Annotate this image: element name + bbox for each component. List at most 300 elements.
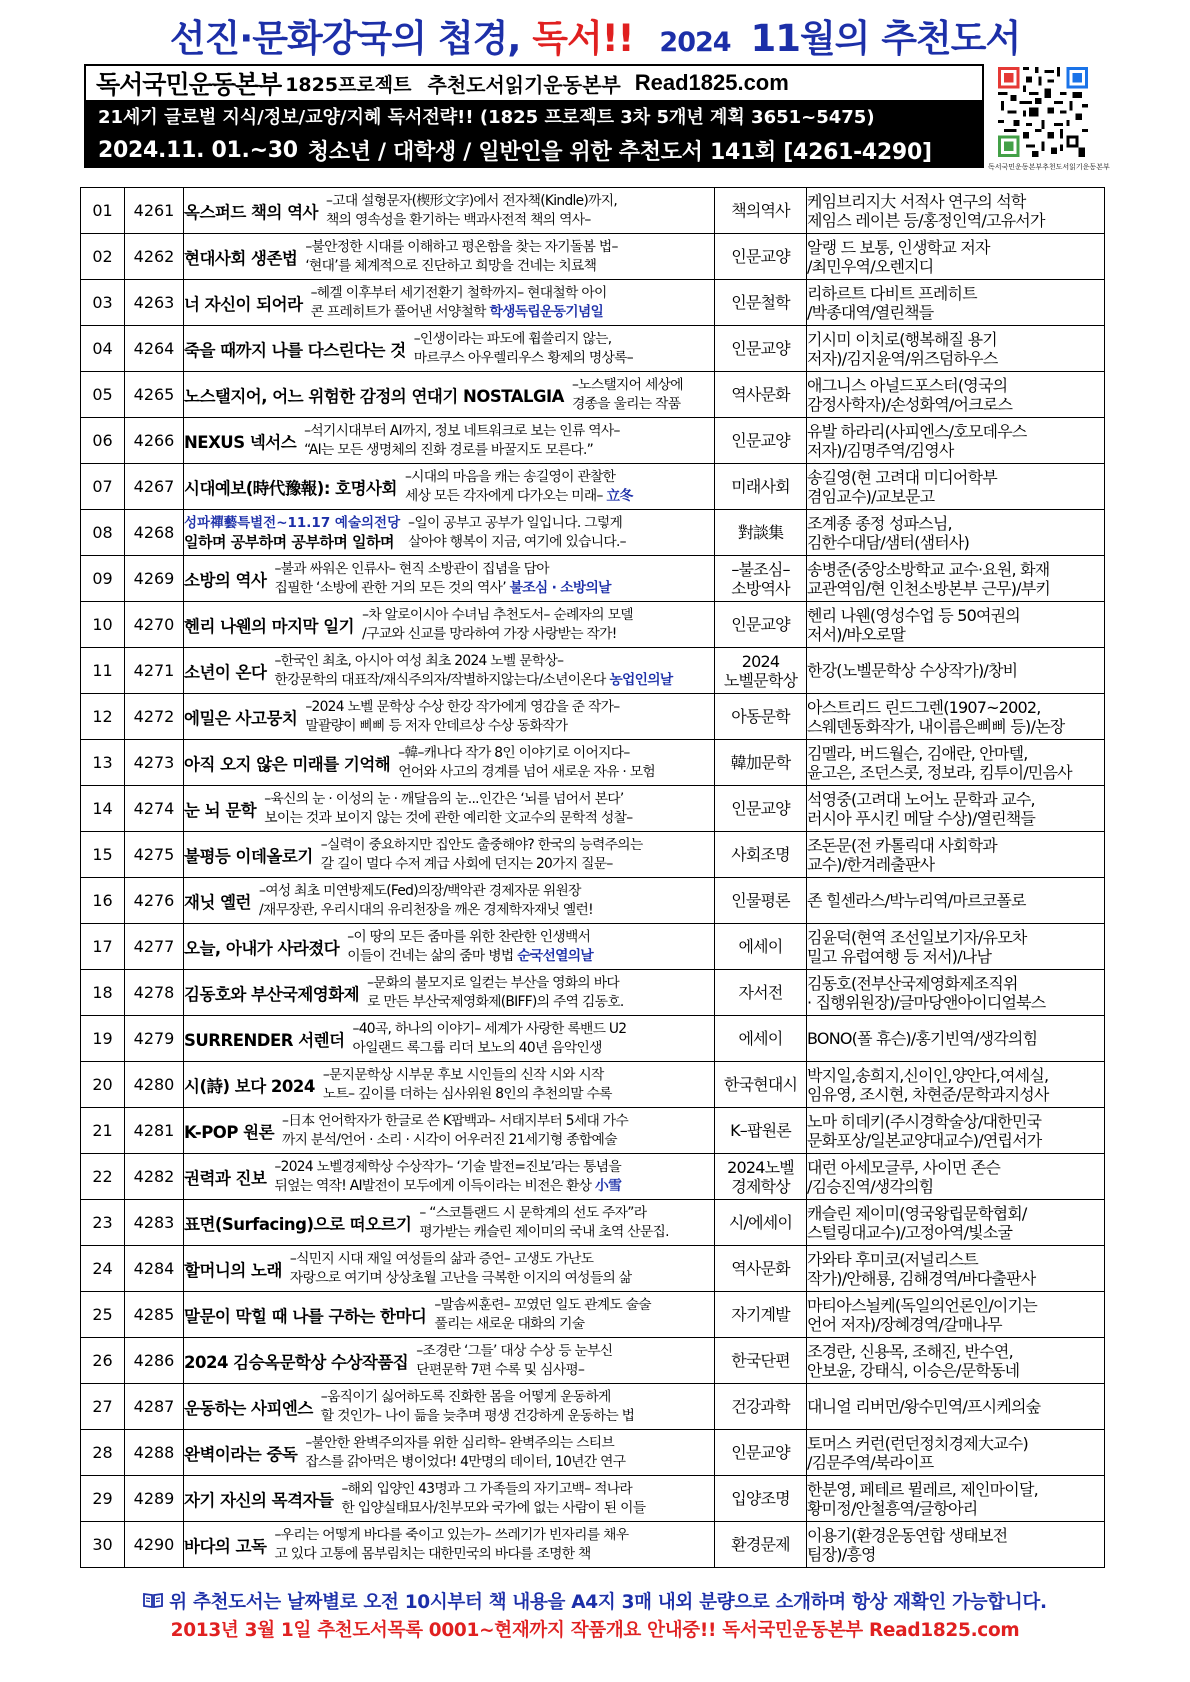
event-tag: 불조심 · 소방의날 [509,579,611,596]
book-author: 송병준(중앙소방학교 교수·요원, 화재 [807,559,1050,579]
book-title[interactable]: 재닛 옐런 [184,892,252,912]
row-seq: 24 [81,1246,125,1292]
book-row[interactable] [81,786,1105,832]
book-category-cell [715,1200,807,1246]
book-row[interactable] [81,1476,1105,1522]
book-category: 환경문제 [731,1535,790,1554]
book-main-cell [184,280,715,326]
row-seq: 16 [81,878,125,924]
book-row[interactable] [81,1062,1105,1108]
book-category: 미래사회 [731,477,790,496]
strategy-text: 21세기 글로벌 지식/정보/교양/지혜 독서전략!! (1825 프로젝트 3차 5개년 계획 3651~5475) [98,107,875,128]
book-desc-line1: –말솜씨훈련– 꼬였던 일도 관계도 술술 [434,1296,651,1313]
book-author-cell [807,970,1105,1016]
book-author-cell [807,1062,1105,1108]
header-strategy-row [84,100,984,132]
book-author-cell [807,1154,1105,1200]
book-author: 조계종 종정 성파스님, [807,513,952,533]
book-main-cell [184,740,715,786]
book-author: 조돈문(전 카톨릭대 사회학과 [807,835,997,855]
book-main-cell [184,418,715,464]
book-main-cell [184,1062,715,1108]
book-author-line2: 문화포상/일본교양대교수)/연립서가 [807,1130,1042,1150]
book-main-cell [184,1016,715,1062]
row-seq: 10 [81,602,125,648]
book-category: 자기계발 [731,1305,790,1324]
book-author-line2: 팀장)/흥영 [807,1544,876,1564]
book-title[interactable]: K-POP 원론 [184,1122,275,1142]
book-description [259,882,714,920]
book-desc-line1: –해외 입양인 43명과 그 가족들의 자기고백– 적나라 [341,1480,633,1497]
book-author-cell [807,832,1105,878]
org-name: 독서국민운동본부 [96,70,282,99]
book-row[interactable] [81,602,1105,648]
book-author-cell [807,372,1105,418]
book-row[interactable] [81,510,1105,556]
book-row[interactable] [81,234,1105,280]
row-seq: 07 [81,464,125,510]
book-author-line2: 겸임교수)/교보문고 [807,486,935,506]
book-description [274,1158,714,1196]
book-category: 책의역사 [731,201,790,220]
book-row[interactable] [81,832,1105,878]
book-row[interactable] [81,556,1105,602]
book-number: 4275 [125,832,184,878]
book-description [323,1066,714,1104]
book-title[interactable]: 소년이 온다 [184,662,267,682]
book-author-line2: 저서)/바오로딸 [807,624,905,644]
book-author-line2: 안보윤, 강태식, 이승은/문학동네 [807,1360,1020,1380]
book-title[interactable]: 소방의 역사 [184,570,267,590]
book-author-line2: 황미정/안철흥역/글항아리 [807,1498,978,1518]
book-author-cell [807,878,1105,924]
book-number: 4262 [125,234,184,280]
book-description [274,652,714,690]
book-main-cell [184,372,715,418]
book-title[interactable]: 자기 자신의 목격자들 [184,1490,334,1510]
book-category: 입양조명 [731,1489,790,1508]
book-title[interactable]: 일하며 공부하며 공부하며 일하며 [184,532,395,551]
book-row[interactable] [81,372,1105,418]
row-seq: 18 [81,970,125,1016]
book-number: 4284 [125,1246,184,1292]
book-category-cell [715,234,807,280]
book-desc-line1: –일이 공부고 공부가 일입니다. 그렇게 [408,514,623,531]
book-main-cell [184,1384,715,1430]
book-author-line2: 언어 저자)/장혜경역/갈매나무 [807,1314,1002,1334]
book-title[interactable]: 시대예보(時代豫報): 호명사회 [184,478,397,498]
book-number: 4263 [125,280,184,326]
book-row[interactable] [81,1384,1105,1430]
book-desc-line1: –불과 싸워온 인류사– 현직 소방관이 집념을 담아 [274,560,549,577]
book-main-cell [184,326,715,372]
event-tag: 순국선열의날 [517,947,593,964]
title-part3: 11월의 추천도서 [750,17,1021,60]
book-description [341,1480,714,1518]
book-category-cell [715,510,807,556]
book-category: 인문교양 [731,799,790,818]
book-author-cell [807,510,1105,556]
book-desc-line1: –2024 노벨경제학상 수상작가– ‘기술 발전=진보’라는 통념을 [274,1158,622,1175]
book-author: 김멜라, 버드월슨, 김애란, 안마텔, [807,743,1028,763]
book-desc-line1: –고대 설형문자(楔形文字)에서 전자책(Kindle)까지, [326,192,618,209]
book-author-line2: 스털링대교수)/고정아역/빛소굴 [807,1222,1013,1242]
row-seq: 21 [81,1108,125,1154]
book-category-cell [715,280,807,326]
book-main-cell [184,188,715,234]
book-description [282,1112,714,1150]
row-seq: 23 [81,1200,125,1246]
book-desc-line2: 노트– 깊이를 더하는 심사위원 8인의 추천의말 수록 [322,1085,612,1102]
book-title[interactable]: 노스탤지어, 어느 위험한 감정의 연대기 NOSTALGIA [184,386,564,406]
book-main-cell [184,694,715,740]
book-description [347,928,714,966]
book-author-line2: 감정사학자)/손성화역/어크로스 [807,394,1013,414]
book-desc-line2: “AI는 모든 생명체의 진화 경로를 바꿀지도 모른다.” [304,441,594,458]
book-author-cell [807,1016,1105,1062]
book-desc-line1: – “스코틀랜드 시 문학계의 선도 주자”라 [419,1204,647,1221]
book-main-cell [184,786,715,832]
book-author-cell [807,1384,1105,1430]
book-desc-line1: –韓–캐나다 작가 8인 이야기로 이어지다– [398,744,630,761]
book-title[interactable]: 죽을 때까지 나를 다스린다는 것 [184,340,406,360]
book-desc-line2: /구교와 신교를 망라하여 가장 사랑받는 작가! [362,625,617,642]
book-author: 석영중(고려대 노어노 문학과 교수, [807,789,1035,809]
book-row[interactable] [81,1338,1105,1384]
book-description [290,1250,714,1288]
book-title[interactable]: SURRENDER 서렌더 [184,1030,345,1050]
event-tag: 농업인의날 [609,671,673,688]
book-main-cell [184,1338,715,1384]
book-desc-line1: –인생이라는 파도에 휩쓸리지 않는, [413,330,612,347]
book-author-cell [807,1200,1105,1246]
book-category: –불조심– [731,559,790,579]
book-desc-line2: 로 만든 부산국제영화제(BIFF)의 주역 김동호. [367,993,624,1010]
book-author-line2: /최민우역/오렌지디 [807,256,934,276]
book-category-cell [715,1430,807,1476]
book-desc-line2: 한 입양실태묘사/친부모와 국가에 없는 사람이 된 이들 [341,1499,646,1516]
book-category-cell [715,372,807,418]
book-title[interactable]: 시(詩) 보다 2024 [184,1076,315,1096]
book-row[interactable] [81,740,1105,786]
book-desc-line1: –이 땅의 모든 줌마를 위한 찬란한 인생백서 [347,928,591,945]
book-desc-line2: 할 것인가– 나이 듦을 늦추며 평생 건강하게 운동하는 법 [320,1407,635,1424]
book-row[interactable] [81,924,1105,970]
book-desc-line1: –日本 언어학자가 한글로 쓴 K팝백과– 서태지부터 5세대 가수 [282,1112,629,1129]
book-title[interactable]: 말문이 막힐 때 나를 구하는 한마디 [184,1306,427,1326]
row-seq: 13 [81,740,125,786]
book-desc-line2: 갈 길이 멀다 수저 계급 사회에 던지는 20가지 질문– [320,855,613,872]
book-row[interactable] [81,188,1105,234]
book-description [362,606,714,644]
book-category: K–팝원론 [730,1121,791,1140]
book-number: 4276 [125,878,184,924]
book-category: 韓加문학 [730,753,791,772]
book-main-cell [184,1522,715,1568]
book-main-cell [184,464,715,510]
book-description [321,1388,714,1426]
book-author: 박지일,송희지,신이인,양안다,여세실, [807,1065,1049,1085]
book-author-line2: 밀고 유럽여행 등 저서)/나남 [807,946,992,966]
book-title[interactable]: 너 자신이 되어라 [184,294,303,314]
book-description [311,284,714,322]
book-description [305,238,714,276]
book-category: 한국단편 [731,1351,790,1370]
book-author: 헨리 나웬(영성수업 등 50여권의 [807,605,1020,625]
book-author-line2: 제임스 레이븐 등/홍정인역/고유서가 [807,210,1045,230]
row-seq: 11 [81,648,125,694]
footer-notice [0,1588,1190,1614]
book-desc-line1: –40곡, 하나의 이야기– 세계가 사랑한 록밴드 U2 [352,1020,627,1037]
book-category-cell [715,1522,807,1568]
book-author: 송길영(현 고려대 미디어학부 [807,467,997,487]
book-desc-line1: –헤겔 이후부터 세기전환기 철학까지– 현대철학 아이 [310,284,607,301]
book-title[interactable]: 현대사회 생존법 [184,248,298,268]
book-title[interactable]: 김동호와 부산국제영화제 [184,984,360,1004]
book-number: 4282 [125,1154,184,1200]
book-description [321,836,714,874]
book-main-cell [184,1292,715,1338]
book-category-cell [715,1246,807,1292]
book-author-line2: · 집행위원장)/글마당앤아이디얼북스 [807,992,1046,1012]
book-row[interactable] [81,1522,1105,1568]
qr-code[interactable] [998,67,1088,157]
book-row[interactable] [81,1154,1105,1200]
book-title[interactable]: 표면(Surfacing)으로 떠오르기 [184,1214,412,1234]
book-number: 4279 [125,1016,184,1062]
book-row[interactable] [81,648,1105,694]
book-description [264,790,714,828]
book-author-line2: 김한수대담/샘터(샘터사) [807,532,970,552]
book-row[interactable] [81,464,1105,510]
row-seq: 19 [81,1016,125,1062]
book-title[interactable]: 완벽이라는 중독 [184,1444,298,1464]
book-desc-line1: –육신의 눈 · 이성의 눈 · 깨달음의 눈...인간은 ‘뇌를 넘어서 본다’ [264,790,624,807]
book-title[interactable]: 할머니의 노래 [184,1260,282,1280]
book-author-cell [807,602,1105,648]
book-author: 가와타 후미코(저널리스트 [807,1249,978,1269]
book-desc-line2: 까지 분석/언어 · 소리 · 시각이 어우러진 21세기형 종합예술 [282,1131,617,1148]
book-author: 토머스 커런(런던정치경제大교수) [807,1433,1028,1453]
book-category: 2024 [741,651,780,671]
book-author-cell [807,418,1105,464]
book-title[interactable]: 불평등 이데올로기 [184,846,313,866]
site-url[interactable]: Read1825.com [634,70,789,95]
book-title[interactable]: 눈 뇌 문학 [184,800,257,820]
book-desc-line2: 아일랜드 록그룹 리더 보노의 40년 음악인생 [352,1039,602,1056]
book-number: 4269 [125,556,184,602]
book-title[interactable]: 오늘, 아내가 사라졌다 [184,938,340,958]
book-row[interactable] [81,1016,1105,1062]
book-desc-line1: –여성 최초 미연방제도(Fed)의장/백악관 경제자문 위원장 [259,882,581,899]
book-title[interactable]: 운동하는 사피엔스 [184,1398,313,1418]
book-row[interactable] [81,326,1105,372]
book-author: 리하르트 다비트 프레히트 [807,283,977,303]
book-row[interactable] [81,1108,1105,1154]
book-title[interactable]: 2024 김승옥문학상 수상작품집 [184,1352,409,1372]
book-title[interactable]: 에밀은 사고뭉치 [184,708,298,728]
book-title[interactable]: NEXUS 넥서스 [184,432,297,452]
book-category-line2: 노벨문학상 [723,670,798,690]
book-row[interactable] [81,1292,1105,1338]
book-desc-line2: 자랑으로 여기며 상상초월 고난을 극복한 이지의 여성들의 삶 [289,1269,632,1286]
book-desc-line2: 살아야 행복이 지금, 여기에 있습니다.– [408,533,626,550]
book-desc-line1: –우리는 어떻게 바다를 죽이고 있는가– 쓰레기가 빈자리를 채우 [274,1526,629,1543]
book-author-cell [807,1108,1105,1154]
book-number: 4288 [125,1430,184,1476]
book-number: 4278 [125,970,184,1016]
book-author-line2: 교관역임/현 인천소방본부 근무)/부키 [807,578,1051,598]
book-author-cell [807,1338,1105,1384]
book-category-cell [715,1476,807,1522]
book-desc-line1: –한국인 최초, 아시아 여성 최초 2024 노벨 문학상– [274,652,564,669]
footer-line2: 2013년 3월 1일 추천도서목록 0001~현재까지 작품개요 안내중!! 독서국민운동본부 Read1825.com [170,1620,1020,1641]
book-author: 조경란, 신용목, 조해진, 반수연, [807,1341,1013,1361]
event-tag: 성파禪藝특별전~11.17 예술의전당 [184,514,401,531]
book-category-cell [715,694,807,740]
book-main-cell [184,648,715,694]
book-category: 인문교양 [731,339,790,358]
book-number: 4267 [125,464,184,510]
qr-caption: 독서국민운동본부추천도서읽기운동본부 [988,163,1110,171]
book-author: 아스트리드 린드그렌(1907~2002, [807,697,1041,717]
book-number: 4265 [125,372,184,418]
row-seq: 15 [81,832,125,878]
book-desc-line2: 콘 프레히트가 풀어낸 서양철학 [310,303,486,320]
book-desc-line2: 세상 모든 각자에게 다가오는 미래– [404,487,603,504]
book-main-cell [184,1108,715,1154]
book-description [414,330,714,368]
book-desc-line2: 말괄량이 삐삐 등 저자 안데르상 수상 동화작가 [305,717,568,734]
book-author-cell [807,740,1105,786]
book-author-line2: 저자)/김명주역/김영사 [807,440,954,460]
book-description [419,1204,714,1242]
book-row[interactable] [81,878,1105,924]
book-author-cell [807,1430,1105,1476]
book-row[interactable] [81,418,1105,464]
book-desc-line2: 잡스를 갉아먹은 병이었다! 4만명의 데이터, 10년간 연구 [305,1453,626,1470]
book-desc-line2: 이들이 건네는 삶의 줌마 병법 [347,947,514,964]
book-category-cell [715,970,807,1016]
book-author-line2: 윤고은, 조던스콧, 정보라, 킴투이/민음사 [807,762,1072,782]
book-category: 2024노벨 [727,1157,794,1177]
book-desc-line2: /재무장관, 우리시대의 유리천장을 깨온 경제학자재닛 옐런! [259,901,593,918]
book-category: 인문교양 [731,247,790,266]
book-author-cell [807,786,1105,832]
book-title[interactable]: 헨리 나웬의 마지막 일기 [184,616,355,636]
book-number: 4289 [125,1476,184,1522]
row-seq: 20 [81,1062,125,1108]
book-category-cell [715,1016,807,1062]
book-category-cell [715,326,807,372]
book-category: 인문교양 [731,615,790,634]
book-number: 4285 [125,1292,184,1338]
book-category: 에세이 [738,937,783,956]
book-category-cell [715,924,807,970]
row-seq: 12 [81,694,125,740]
book-main-cell [184,234,715,280]
book-description [434,1296,714,1334]
book-title[interactable]: 권력과 진보 [184,1168,267,1188]
book-desc-line2: ‘현대’를 체계적으로 진단하고 희망을 건네는 치료책 [305,257,597,274]
book-author-cell [807,464,1105,510]
book-category-cell [715,648,807,694]
book-main-cell [184,924,715,970]
book-category-line2: 경제학상 [731,1176,790,1196]
book-author: 이용기(환경운동연합 생태보전 [807,1525,1008,1545]
book-author-line2: /김승진역/생각의힘 [807,1176,934,1196]
book-description [305,1434,714,1472]
header-box [84,64,984,168]
book-description [408,514,714,552]
movement-name: 추천도서읽기운동본부 [427,72,621,97]
book-description [326,192,714,230]
book-number: 4286 [125,1338,184,1384]
row-seq: 09 [81,556,125,602]
book-desc-line1: –2024 노벨 문학상 수상 한강 작가에게 영감을 준 작가– [305,698,620,715]
book-desc-line1: –시대의 마음을 캐는 송길영이 관찰한 [404,468,616,485]
book-main-cell [184,832,715,878]
book-category-cell [715,1062,807,1108]
row-seq: 02 [81,234,125,280]
book-row[interactable] [81,1430,1105,1476]
book-desc-line1: –조경란 ‘그들’ 대상 수상 등 눈부신 [416,1342,613,1359]
book-category: 시/에세이 [728,1213,793,1232]
book-description [398,744,714,782]
book-title[interactable]: 옥스퍼드 책의 역사 [184,202,319,222]
event-tag: 立冬 [606,487,633,504]
book-author: 존 힐센라스/박누리역/마르코폴로 [807,891,1026,910]
book-description [367,974,714,1012]
book-description [305,698,714,736]
row-seq: 14 [81,786,125,832]
book-author: 기시미 이치로(행복해질 용기 [807,329,997,349]
book-desc-line1: –문지문학상 시부문 후보 시인들의 신작 시와 시작 [322,1066,604,1083]
book-category-cell [715,556,807,602]
book-title[interactable]: 바다의 고독 [184,1536,267,1556]
row-seq: 06 [81,418,125,464]
book-row[interactable] [81,1246,1105,1292]
book-category: 자서전 [738,983,783,1002]
row-seq: 22 [81,1154,125,1200]
book-desc-line2: 마르쿠스 아우렐리우스 황제의 명상록– [413,349,633,366]
book-category-line2: 소방역사 [731,578,790,598]
book-author-cell [807,556,1105,602]
book-category: 인문교양 [731,431,790,450]
book-author: 노마 히데키(주시경학술상/대한민국 [807,1111,1042,1131]
book-description [274,560,714,598]
book-list-body [81,188,1105,1568]
book-row[interactable] [81,1200,1105,1246]
row-seq: 30 [81,1522,125,1568]
book-category: 인문철학 [731,293,790,312]
book-row[interactable] [81,694,1105,740]
book-desc-line2: 책의 영속성을 환기하는 백과사전적 책의 역사– [326,211,591,228]
book-row[interactable] [81,970,1105,1016]
book-author-line2: 저자)/김지윤역/위즈덤하우스 [807,348,998,368]
book-number: 4266 [125,418,184,464]
book-category: 인물평론 [731,891,790,910]
book-desc-line2: 경종을 울리는 작품 [571,395,681,412]
book-author-cell [807,1522,1105,1568]
book-desc-line2: 단편문학 7편 수록 및 심사평– [416,1361,585,1378]
title-year: 2024 [659,27,731,58]
book-main-cell [184,556,715,602]
book-row[interactable] [81,280,1105,326]
row-seq: 08 [81,510,125,556]
book-title[interactable]: 아직 오지 않은 미래를 기억해 [184,754,391,774]
book-desc-line1: –움직이기 싫어하도록 진화한 몸을 어떻게 운동하게 [320,1388,611,1405]
